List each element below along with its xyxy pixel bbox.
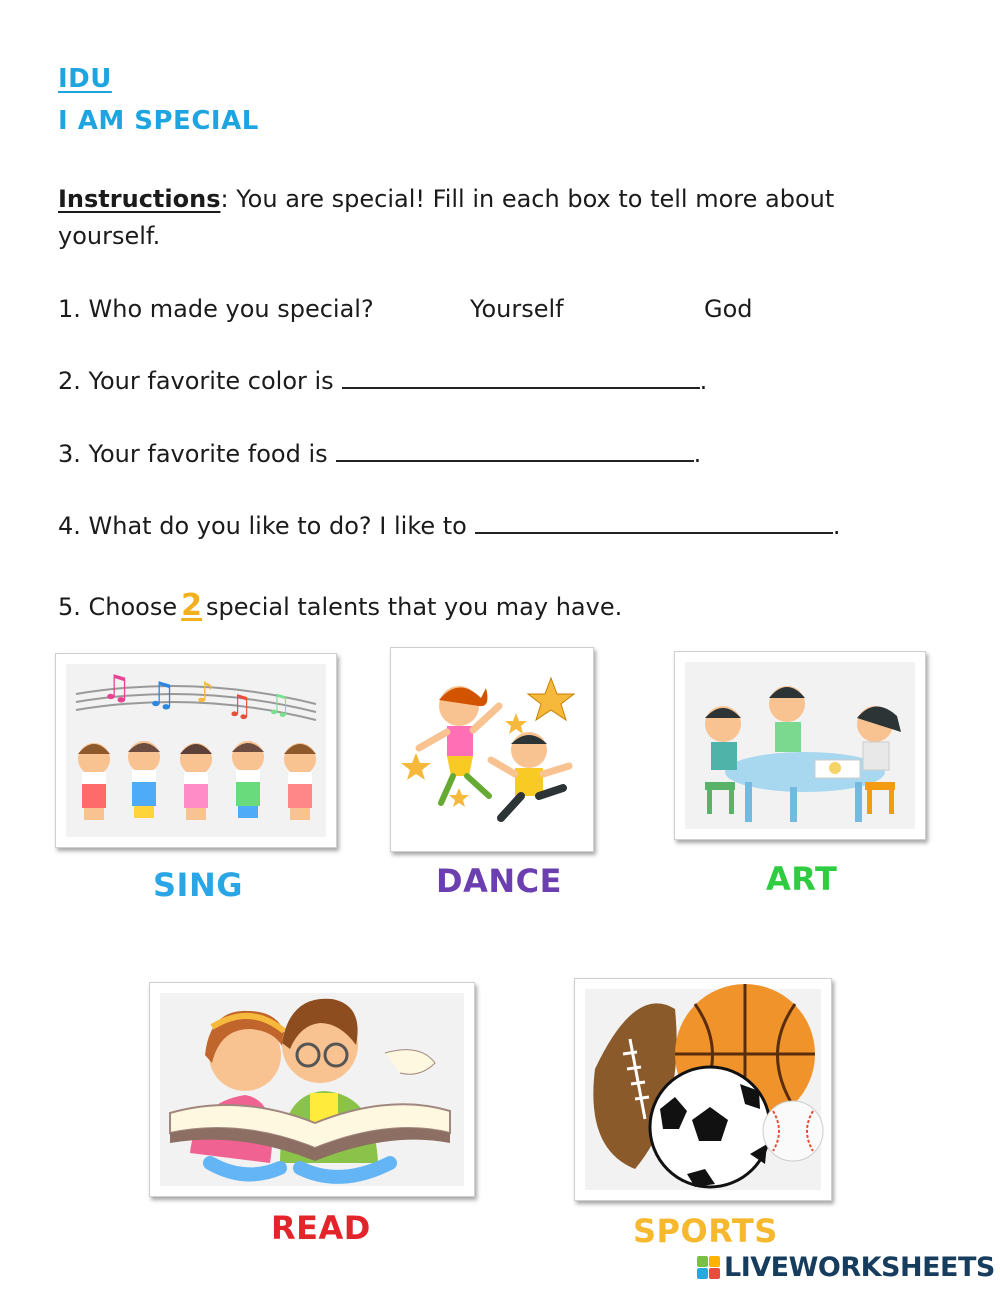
brand-name: LIVEWORKSHEETS — [724, 1252, 995, 1283]
like-to-do-input[interactable] — [475, 526, 833, 534]
page-title: I AM SPECIAL — [58, 106, 259, 136]
question-3-period: . — [693, 440, 702, 468]
children-reading-icon — [150, 983, 474, 1196]
read-image[interactable] — [149, 982, 475, 1197]
svg-text:♫: ♫ — [266, 688, 292, 721]
talent-label-dance: DANCE — [436, 862, 562, 900]
question-4-text: 4. What do you like to do? I like to — [58, 512, 467, 540]
children-singing-icon — [56, 654, 336, 847]
sports-balls-icon — [575, 979, 831, 1200]
question-5-pre: 5. Choose — [58, 593, 178, 621]
question-5-number: 2 — [181, 588, 203, 623]
svg-text:♪: ♪ — [196, 676, 214, 709]
question-2 — [58, 367, 707, 395]
liveworksheets-brand[interactable] — [697, 1252, 995, 1283]
favorite-color-input[interactable] — [342, 381, 700, 389]
talent-label-sports: SPORTS — [633, 1212, 778, 1250]
instructions-label: Instructions — [58, 185, 221, 213]
instructions — [58, 185, 834, 213]
svg-text:♫: ♫ — [226, 689, 253, 724]
dance-image[interactable] — [390, 647, 594, 852]
sports-image[interactable] — [574, 978, 832, 1201]
liveworksheets-logo-icon — [697, 1256, 720, 1279]
question-1: 1. Who made you special? — [58, 295, 374, 323]
question-2-text: 2. Your favorite color is — [58, 367, 334, 395]
question-3-text: 3. Your favorite food is — [58, 440, 328, 468]
talent-label-art: ART — [766, 860, 838, 898]
question-2-period: . — [699, 367, 708, 395]
instructions-text-2: yourself. — [58, 222, 161, 250]
question-4-period: . — [832, 512, 841, 540]
talent-label-sing: SING — [153, 866, 243, 904]
sing-image[interactable] — [55, 653, 337, 848]
question-3 — [58, 440, 701, 468]
subject-heading: IDU — [58, 64, 112, 94]
talent-label-read: READ — [271, 1209, 371, 1247]
svg-text:♫: ♫ — [101, 668, 132, 708]
question-5-post: special talents that you may have. — [206, 593, 623, 621]
question-5 — [58, 588, 622, 623]
favorite-food-input[interactable] — [336, 454, 694, 462]
art-image[interactable] — [674, 651, 926, 840]
option-yourself[interactable]: Yourself — [470, 295, 564, 323]
children-dancing-icon — [391, 648, 593, 851]
svg-text:♫: ♫ — [146, 675, 177, 715]
instructions-text: : You are special! Fill in each box to tell more about — [220, 185, 835, 213]
children-painting-icon — [675, 652, 925, 839]
question-4 — [58, 512, 840, 540]
option-god[interactable]: God — [704, 295, 753, 323]
